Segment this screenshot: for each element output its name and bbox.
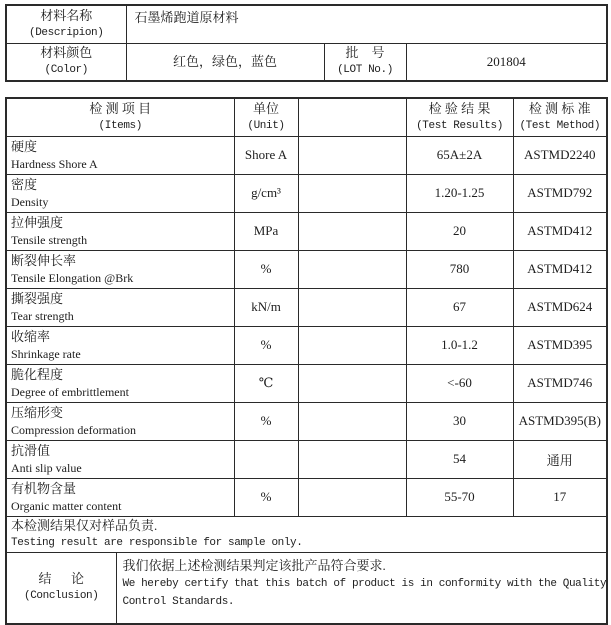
result-cell: 30 xyxy=(406,402,513,440)
lot-label-cell xyxy=(324,43,406,81)
unit-cell: ℃ xyxy=(234,364,298,402)
items-header-zh: 检 测 项 目 xyxy=(89,100,152,116)
test-row xyxy=(6,326,607,364)
result-cell: 65A±2A xyxy=(406,136,513,174)
item-cell xyxy=(6,364,234,402)
material-name-label-cell xyxy=(6,5,126,43)
item-name-zh: 密度 xyxy=(11,176,38,192)
item-cell xyxy=(6,212,234,250)
method-header-zh: 检 测 标 准 xyxy=(528,100,591,116)
material-name-label-en: (Descripion) xyxy=(29,26,104,39)
test-row xyxy=(6,174,607,212)
spare-header-cell xyxy=(298,98,406,136)
unit-cell xyxy=(234,440,298,478)
method-header-en: (Test Method) xyxy=(519,119,601,132)
result-cell: <-60 xyxy=(406,364,513,402)
lot-label-en: (LOT No.) xyxy=(337,64,393,77)
item-name-zh: 压缩形变 xyxy=(11,404,64,420)
method-cell: ASTMD395 xyxy=(513,326,607,364)
unit-cell: Shore A xyxy=(234,136,298,174)
material-color-value: 红色，绿色，蓝色 xyxy=(172,53,277,69)
item-name-zh: 拉伸强度 xyxy=(11,214,64,230)
item-name-en: Shrinkage rate xyxy=(11,346,81,361)
item-cell xyxy=(6,288,234,326)
result-header-zh: 检 验 结 果 xyxy=(428,100,491,116)
method-cell: ASTMD792 xyxy=(513,174,607,212)
item-name-en: Anti slip value xyxy=(11,460,82,475)
material-name-row xyxy=(6,5,607,43)
test-row xyxy=(6,364,607,402)
material-color-row xyxy=(6,43,607,81)
spare-cell xyxy=(298,440,406,478)
item-name-zh: 断裂伸长率 xyxy=(11,252,77,268)
conclusion-text-en-line2: Control Standards. xyxy=(122,595,235,608)
material-name-label-zh: 材料名称 xyxy=(40,7,93,23)
item-name-en: Degree of embrittlement xyxy=(11,384,129,399)
method-cell: ASTMD412 xyxy=(513,212,607,250)
header-row xyxy=(6,98,607,136)
spare-cell xyxy=(298,250,406,288)
method-cell: ASTMD395(B) xyxy=(513,402,607,440)
material-name-value: 石墨烯跑道原材料 xyxy=(134,10,239,25)
unit-cell: % xyxy=(234,478,298,516)
test-results-table xyxy=(5,97,608,625)
result-cell: 67 xyxy=(406,288,513,326)
item-name-en: Hardness Shore A xyxy=(11,156,98,171)
lot-label-zh: 批 号 xyxy=(345,45,385,61)
item-cell xyxy=(6,174,234,212)
result-cell: 1.0-1.2 xyxy=(406,326,513,364)
unit-cell: % xyxy=(234,402,298,440)
spare-cell xyxy=(298,288,406,326)
note-text-zh: 本检测结果仅对样品负责. xyxy=(11,517,158,533)
unit-cell: % xyxy=(234,250,298,288)
method-cell: ASTMD746 xyxy=(513,364,607,402)
spare-cell xyxy=(298,402,406,440)
method-cell: ASTMD2240 xyxy=(513,136,607,174)
item-name-en: Tensile strength xyxy=(11,232,88,247)
conclusion-label-cell xyxy=(6,552,116,624)
result-cell: 54 xyxy=(406,440,513,478)
material-name-value-cell xyxy=(126,5,607,43)
test-table-header xyxy=(6,98,607,136)
unit-header-zh: 单位 xyxy=(253,100,280,116)
conclusion-text-cell xyxy=(116,552,607,624)
item-name-en: Organic matter content xyxy=(11,498,122,513)
conclusion-label-zh: 结 论 xyxy=(38,571,84,587)
lot-value-cell xyxy=(406,43,607,81)
lot-value: 201804 xyxy=(486,53,526,69)
material-color-value-cell xyxy=(126,43,324,81)
material-color-label-zh: 材料颜色 xyxy=(40,45,93,61)
note-cell xyxy=(6,516,607,552)
spare-cell xyxy=(298,174,406,212)
method-cell: ASTMD624 xyxy=(513,288,607,326)
spare-cell xyxy=(298,212,406,250)
item-name-zh: 脆化程度 xyxy=(11,366,64,382)
table-gap xyxy=(5,82,606,97)
result-header-en: (Test Results) xyxy=(416,119,503,132)
test-row xyxy=(6,250,607,288)
item-name-en: Compression deformation xyxy=(11,422,136,437)
item-name-en: Tensile Elongation @Brk xyxy=(11,270,134,285)
item-name-zh: 撕裂强度 xyxy=(11,290,64,306)
spare-cell xyxy=(298,326,406,364)
item-name-en: Density xyxy=(11,194,49,209)
item-name-zh: 硬度 xyxy=(11,138,38,154)
material-color-label-en: (Color) xyxy=(44,64,88,77)
conclusion-text-zh: 我们依据上述检测结果判定该批产品符合要求. xyxy=(122,557,386,573)
item-cell xyxy=(6,250,234,288)
method-cell: 17 xyxy=(513,478,607,516)
result-cell: 20 xyxy=(406,212,513,250)
unit-cell: g/cm³ xyxy=(234,174,298,212)
conclusion-text-en-line1: We hereby certify that this batch of product is in conformity with the Quality xyxy=(122,577,607,590)
test-table-footer xyxy=(6,516,607,624)
items-header-cell xyxy=(6,98,234,136)
unit-cell: kN/m xyxy=(234,288,298,326)
items-header-en: (Items) xyxy=(98,119,142,132)
item-name-en: Tear strength xyxy=(11,308,74,323)
note-row xyxy=(6,516,607,552)
spare-cell xyxy=(298,364,406,402)
test-rows-body xyxy=(6,136,607,516)
method-header-cell xyxy=(513,98,607,136)
result-cell: 55-70 xyxy=(406,478,513,516)
test-row xyxy=(6,212,607,250)
item-cell xyxy=(6,478,234,516)
item-cell xyxy=(6,326,234,364)
item-cell xyxy=(6,440,234,478)
method-cell: 通用 xyxy=(513,440,607,478)
spare-cell xyxy=(298,478,406,516)
unit-header-cell xyxy=(234,98,298,136)
unit-header-en: (Unit) xyxy=(247,119,285,132)
unit-cell: % xyxy=(234,326,298,364)
item-cell xyxy=(6,136,234,174)
item-name-zh: 有机物含量 xyxy=(11,480,77,496)
test-row xyxy=(6,478,607,516)
result-header-cell xyxy=(406,98,513,136)
spare-cell xyxy=(298,136,406,174)
material-info-table xyxy=(5,4,608,82)
item-cell xyxy=(6,402,234,440)
conclusion-label-en: (Conclusion) xyxy=(24,590,99,603)
item-name-zh: 抗滑值 xyxy=(11,442,51,458)
material-color-label-cell xyxy=(6,43,126,81)
test-row xyxy=(6,402,607,440)
test-row xyxy=(6,288,607,326)
unit-cell: MPa xyxy=(234,212,298,250)
test-row xyxy=(6,136,607,174)
result-cell: 780 xyxy=(406,250,513,288)
conclusion-row xyxy=(6,552,607,624)
item-name-zh: 收缩率 xyxy=(11,328,51,344)
result-cell: 1.20-1.25 xyxy=(406,174,513,212)
method-cell: ASTMD412 xyxy=(513,250,607,288)
note-text-en: Testing result are responsible for sample only. xyxy=(11,536,303,549)
test-row xyxy=(6,440,607,478)
